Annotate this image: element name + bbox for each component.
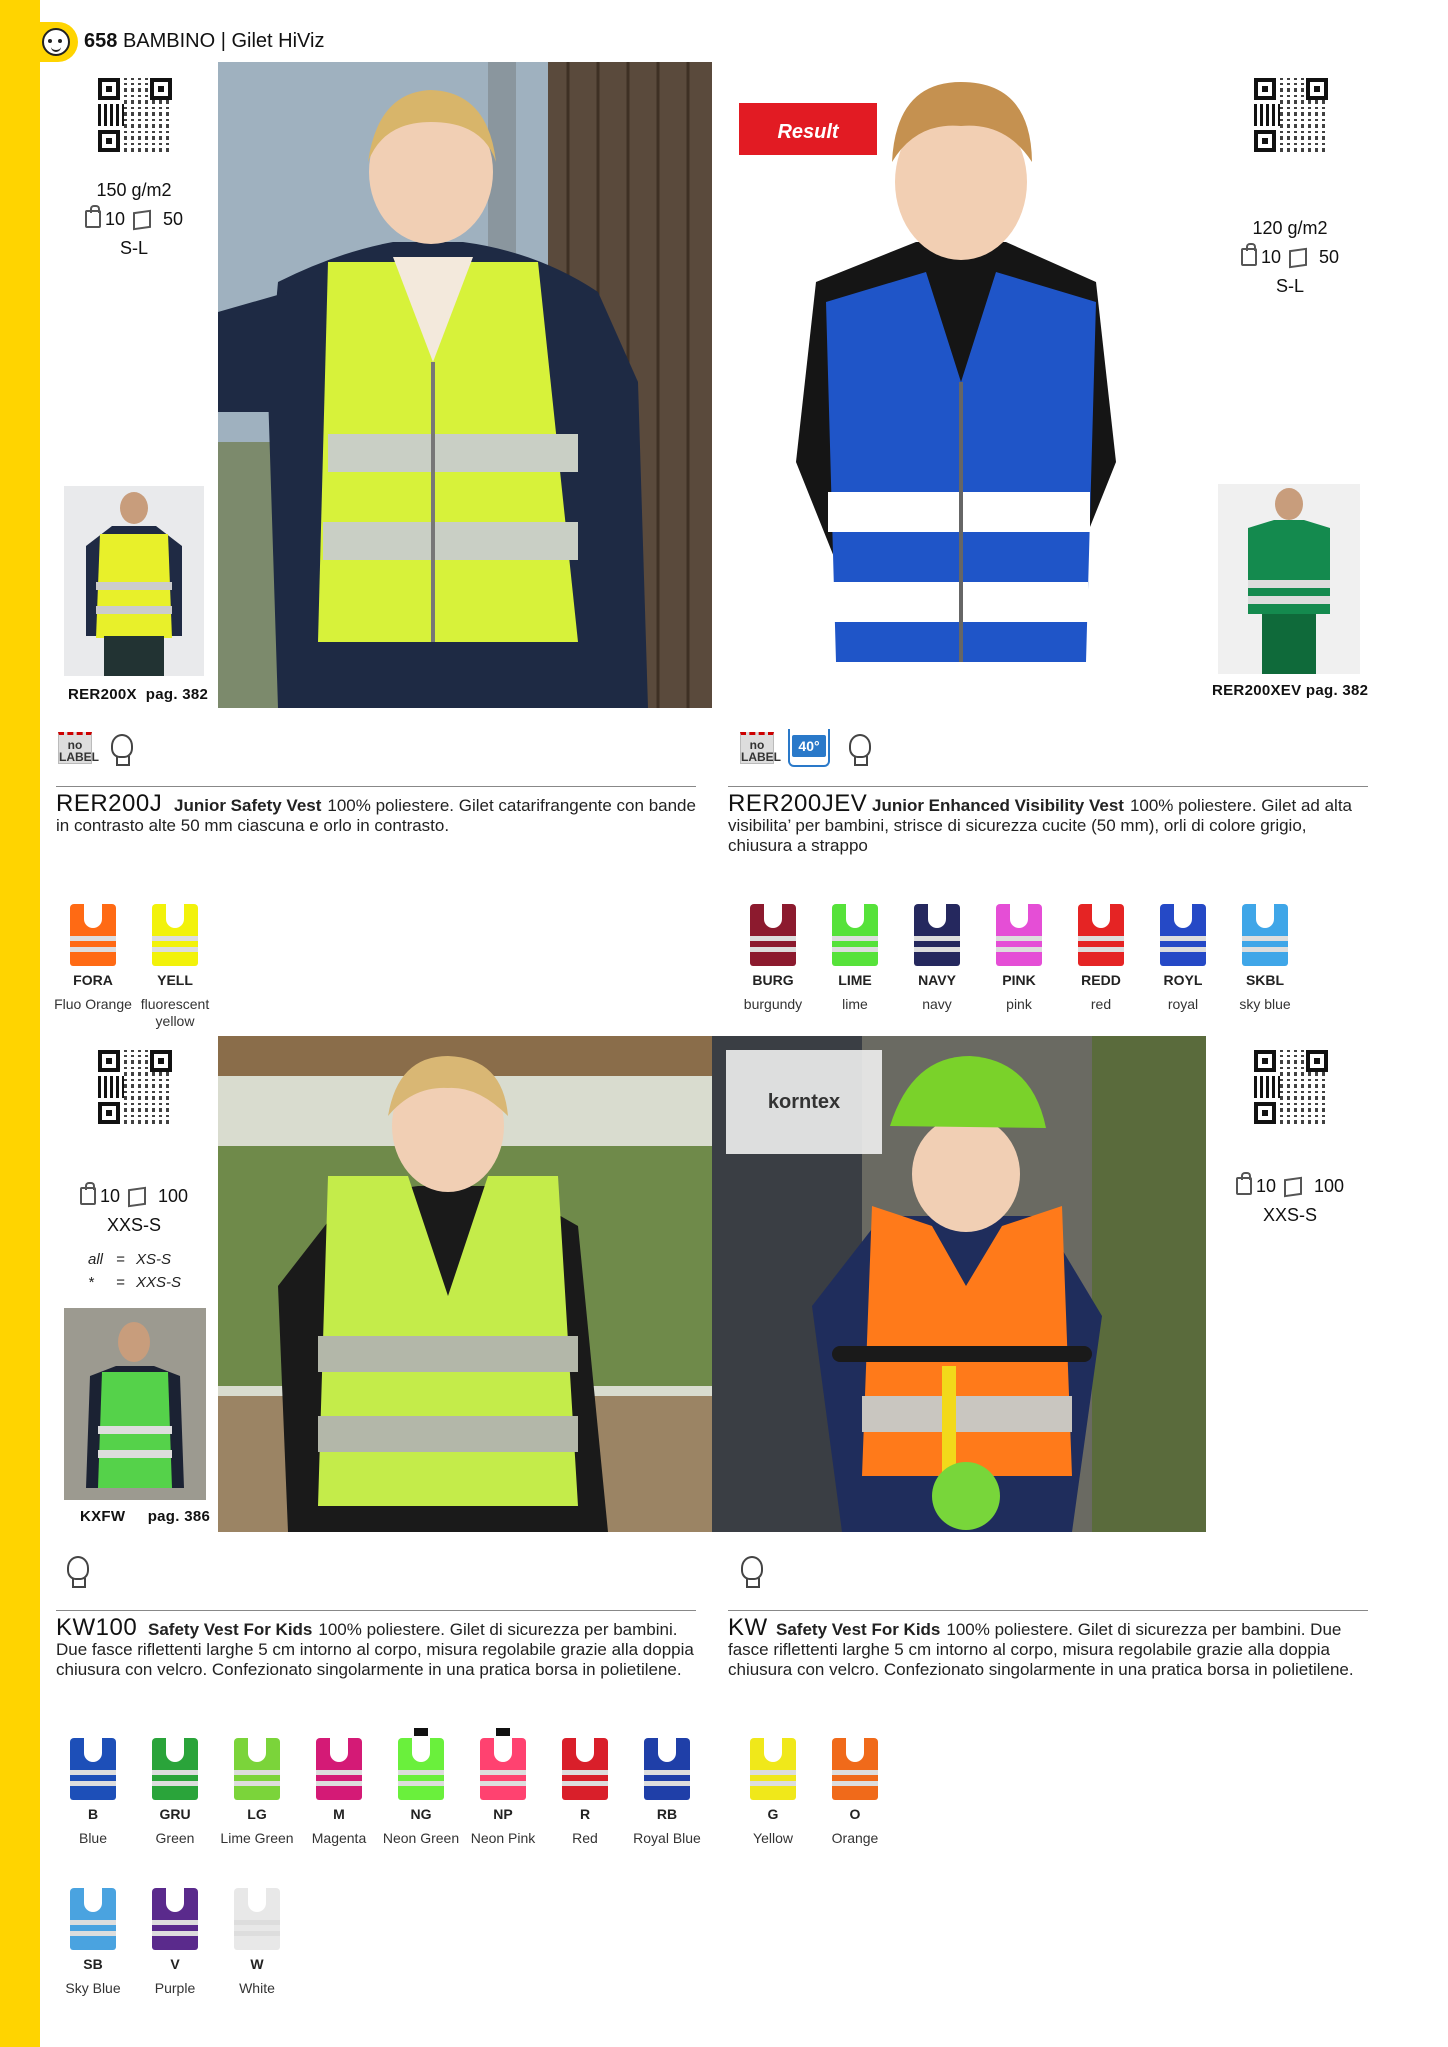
color-swatch-redd[interactable]: [1062, 904, 1140, 1013]
color-code: REDD: [1081, 972, 1121, 988]
spec-block: [60, 176, 208, 263]
spec-block: [60, 1182, 208, 1240]
vest-swatch-icon: [398, 1738, 444, 1800]
no-label-icon: no LABEL: [740, 732, 774, 764]
color-name: Magenta: [311, 1830, 367, 1846]
product-description: [728, 796, 1368, 856]
vest-swatch-icon: [1242, 904, 1288, 966]
no-label-icon: no LABEL: [58, 732, 92, 764]
color-name: Lime Green: [220, 1830, 294, 1846]
hi-viz-bulb-icon: [736, 1550, 766, 1590]
thumbnail-reference[interactable]: [68, 686, 208, 703]
color-name: red: [1090, 996, 1112, 1012]
bag-icon: [1236, 1177, 1252, 1195]
product-text: 100% poliestere. Gilet di sicurezza per bambini. Due fasce riflettenti larghe 5 cm intorno al corpo, misura regolabile grazie alla doppia chiusura con velcro. Confezionato singolarmente in una pratica borsa in polietilene.: [728, 1620, 1354, 1679]
carton-icon: [128, 1186, 146, 1207]
legend-key: *: [88, 1274, 94, 1291]
care-icons: [740, 728, 874, 768]
product-text: 100% poliestere. Gilet catarifrangente con bande in contrasto alte 50 mm ciascuna e orlo in contrasto.: [56, 796, 696, 835]
pack-large: 50: [1319, 247, 1340, 267]
vest-swatch-icon: [644, 1738, 690, 1800]
spec-block: [1216, 1172, 1364, 1230]
pack-large: 50: [163, 209, 184, 229]
product-name: Junior Enhanced Visibility Vest: [872, 796, 1124, 815]
bag-icon: [1241, 248, 1257, 266]
pack-large: 100: [157, 1186, 189, 1206]
product-description: [56, 1620, 706, 1680]
divider: [728, 1610, 1368, 1611]
thumbnail-adult-lime[interactable]: [64, 1308, 206, 1500]
fabric-weight: 120 g/m2: [1252, 218, 1328, 238]
color-code: YELL: [157, 972, 193, 988]
color-name: royal: [1167, 996, 1199, 1012]
thumbnail-adult-green[interactable]: [1218, 484, 1360, 674]
thumb-page: pag. 382: [1305, 682, 1369, 699]
color-code: G: [767, 1806, 779, 1822]
section-title: BAMBINO | Gilet HiViz: [122, 30, 325, 52]
color-code: NP: [493, 1806, 513, 1822]
product-text: 100% poliestere. Gilet ad alta visibilita’ per bambini, strisce di sicurezza cucite (50 mm), orli di colore grigio, chiusura a strappo: [728, 796, 1353, 855]
qr-code-icon[interactable]: [98, 78, 172, 152]
bag-icon: [85, 210, 101, 228]
pack-small: 10: [104, 209, 125, 229]
color-swatch-gru[interactable]: [136, 1738, 214, 1847]
color-name: navy: [922, 996, 952, 1012]
color-code: ROYL: [1163, 972, 1203, 988]
wash-temp: 40°: [792, 735, 826, 757]
vest-swatch-icon: [832, 904, 878, 966]
size-range: S-L: [1275, 276, 1304, 296]
thumbnail-adult-yellow[interactable]: [64, 486, 204, 676]
color-name: Red: [572, 1830, 598, 1846]
hi-viz-bulb-icon: [106, 728, 136, 768]
color-swatch-w[interactable]: [218, 1888, 296, 1997]
vest-swatch-icon: [750, 904, 796, 966]
pack-large: 100: [1313, 1176, 1345, 1196]
color-code: SB: [83, 1956, 103, 1972]
color-swatch-royl[interactable]: [1144, 904, 1222, 1013]
vest-swatch-icon: [750, 1738, 796, 1800]
color-name: Royal Blue: [633, 1830, 701, 1846]
color-name: Green: [155, 1830, 195, 1846]
korntex-brand-logo: korntex: [726, 1050, 882, 1154]
color-code: FORA: [73, 972, 113, 988]
qr-code-icon[interactable]: [1254, 78, 1328, 152]
color-code: B: [87, 1806, 99, 1822]
color-code: LG: [247, 1806, 267, 1822]
product-code: KW: [728, 1614, 768, 1641]
pack-small: 10: [99, 1186, 120, 1206]
color-code: PINK: [1002, 972, 1036, 988]
result-brand-logo: Result: [736, 100, 880, 158]
color-swatch-yell[interactable]: [136, 904, 214, 1030]
fabric-weight: 150 g/m2: [96, 180, 172, 200]
new-tag-icon: [414, 1728, 428, 1736]
legend-eq: =: [116, 1274, 125, 1291]
color-swatch-navy[interactable]: [898, 904, 976, 1013]
color-code: O: [849, 1806, 861, 1822]
size-range: XXS-S: [106, 1215, 162, 1235]
product-code: RER200J: [56, 790, 163, 817]
product-name: Safety Vest For Kids: [776, 1620, 941, 1639]
color-swatch-r[interactable]: [546, 1738, 624, 1847]
spec-block: [1216, 214, 1364, 301]
yellow-side-bar: [0, 0, 40, 2047]
product-name: Junior Safety Vest: [174, 796, 322, 815]
product-name: Safety Vest For Kids: [148, 1620, 313, 1639]
thumb-code: KXFW: [80, 1508, 126, 1525]
product-description: [56, 796, 706, 836]
hi-viz-bulb-icon: [844, 728, 874, 768]
thumb-code: RER200XEV: [1212, 682, 1302, 699]
color-name: Sky Blue: [65, 1980, 121, 1996]
color-code: GRU: [159, 1806, 191, 1822]
vest-swatch-icon: [70, 1888, 116, 1950]
color-swatch-rb[interactable]: [628, 1738, 706, 1847]
color-swatch-lg[interactable]: [218, 1738, 296, 1847]
color-swatch-np[interactable]: [464, 1738, 542, 1847]
vest-swatch-icon: [316, 1738, 362, 1800]
vest-swatch-icon: [152, 904, 198, 966]
divider: [728, 786, 1368, 787]
care-icons: [58, 728, 136, 768]
vest-swatch-icon: [152, 1888, 198, 1950]
carton-icon: [1289, 247, 1307, 268]
product-photo-boy-blue: [736, 62, 1176, 708]
product-photo-boy-orange: [712, 1036, 1206, 1532]
product-description: [728, 1620, 1368, 1680]
color-swatch-sb[interactable]: [54, 1888, 132, 1997]
carton-icon: [1284, 1176, 1302, 1197]
care-icons: [62, 1550, 92, 1590]
vest-swatch-icon: [1078, 904, 1124, 966]
size-legend: [88, 1248, 181, 1294]
product-code: RER200JEV: [728, 790, 868, 817]
size-range: XXS-S: [1262, 1205, 1318, 1225]
color-swatch-skbl[interactable]: [1226, 904, 1304, 1013]
product-photo-girl: [218, 62, 712, 708]
vest-swatch-icon: [480, 1738, 526, 1800]
product-photo-boy-lime: [218, 1036, 712, 1532]
color-name: fluorescent yellow: [140, 996, 210, 1029]
vest-swatch-icon: [996, 904, 1042, 966]
color-code: NG: [410, 1806, 432, 1822]
color-name: Neon Green: [382, 1830, 460, 1846]
vest-swatch-icon: [832, 1738, 878, 1800]
color-swatch-fora[interactable]: [54, 904, 132, 1013]
color-name: pink: [1006, 996, 1032, 1012]
color-swatch-pink[interactable]: [980, 904, 1058, 1013]
color-name: sky blue: [1239, 996, 1291, 1012]
product-code: KW100: [56, 1614, 138, 1641]
vest-swatch-icon: [70, 904, 116, 966]
pack-small: 10: [1255, 1176, 1276, 1196]
color-swatch-m[interactable]: [300, 1738, 378, 1847]
bag-icon: [80, 1187, 96, 1205]
thumbnail-reference[interactable]: [1212, 682, 1368, 699]
page-number: 658: [84, 30, 118, 52]
color-code: BURG: [752, 972, 794, 988]
qr-code-icon[interactable]: [1254, 1050, 1328, 1124]
color-code: SKBL: [1245, 972, 1285, 988]
color-swatch-b[interactable]: [54, 1738, 132, 1847]
vest-swatch-icon: [152, 1738, 198, 1800]
color-name: Purple: [154, 1980, 196, 1996]
page-header: [84, 30, 324, 53]
legend-eq: =: [116, 1251, 125, 1268]
color-code: LIME: [838, 972, 872, 988]
legend-key: all: [88, 1251, 104, 1268]
vest-swatch-icon: [1160, 904, 1206, 966]
legend-val: XS-S: [136, 1251, 172, 1268]
color-swatch-burg[interactable]: [734, 904, 812, 1013]
new-tag-icon: [496, 1728, 510, 1736]
color-name: Neon Pink: [470, 1830, 536, 1846]
divider: [56, 1610, 696, 1611]
pack-small: 10: [1260, 247, 1281, 267]
qr-code-icon[interactable]: [98, 1050, 172, 1124]
color-code: M: [333, 1806, 345, 1822]
color-code: W: [250, 1956, 264, 1972]
color-code: RB: [656, 1806, 678, 1822]
color-name: burgundy: [743, 996, 803, 1012]
thumb-code: RER200X: [68, 686, 137, 703]
color-name: Yellow: [753, 1830, 793, 1846]
color-swatch-ng[interactable]: [382, 1738, 460, 1847]
care-icons: [736, 1550, 766, 1590]
color-code: R: [579, 1806, 591, 1822]
hi-viz-bulb-icon: [62, 1550, 92, 1590]
vest-swatch-icon: [914, 904, 960, 966]
color-name: lime: [842, 996, 868, 1012]
vest-swatch-icon: [70, 1738, 116, 1800]
carton-icon: [133, 209, 151, 230]
color-swatch-g[interactable]: [734, 1738, 812, 1847]
divider: [56, 786, 696, 787]
color-swatch-lime[interactable]: [816, 904, 894, 1013]
thumb-page: pag. 386: [147, 1508, 211, 1525]
product-text: 100% poliestere. Gilet di sicurezza per bambini. Due fasce riflettenti larghe 5 cm intorno al corpo, misura regolabile grazie alla doppia chiusura con velcro. Confezionato singolarmente in una pratica borsa in polietilene.: [56, 1620, 694, 1679]
thumbnail-reference[interactable]: [80, 1508, 210, 1525]
child-face-icon: [42, 28, 70, 56]
vest-swatch-icon: [234, 1888, 280, 1950]
color-name: White: [239, 1980, 275, 1996]
wash-40-icon: [788, 729, 830, 767]
color-name: Blue: [78, 1830, 108, 1846]
color-code: NAVY: [918, 972, 956, 988]
thumb-page: pag. 382: [145, 686, 209, 703]
size-range: S-L: [119, 238, 148, 258]
color-code: V: [170, 1956, 180, 1972]
legend-val: XXS-S: [136, 1274, 182, 1291]
color-swatch-o[interactable]: [816, 1738, 894, 1847]
vest-swatch-icon: [562, 1738, 608, 1800]
color-name: Fluo Orange: [54, 996, 132, 1012]
color-name: Orange: [831, 1830, 879, 1846]
vest-swatch-icon: [234, 1738, 280, 1800]
color-swatch-v[interactable]: [136, 1888, 214, 1997]
